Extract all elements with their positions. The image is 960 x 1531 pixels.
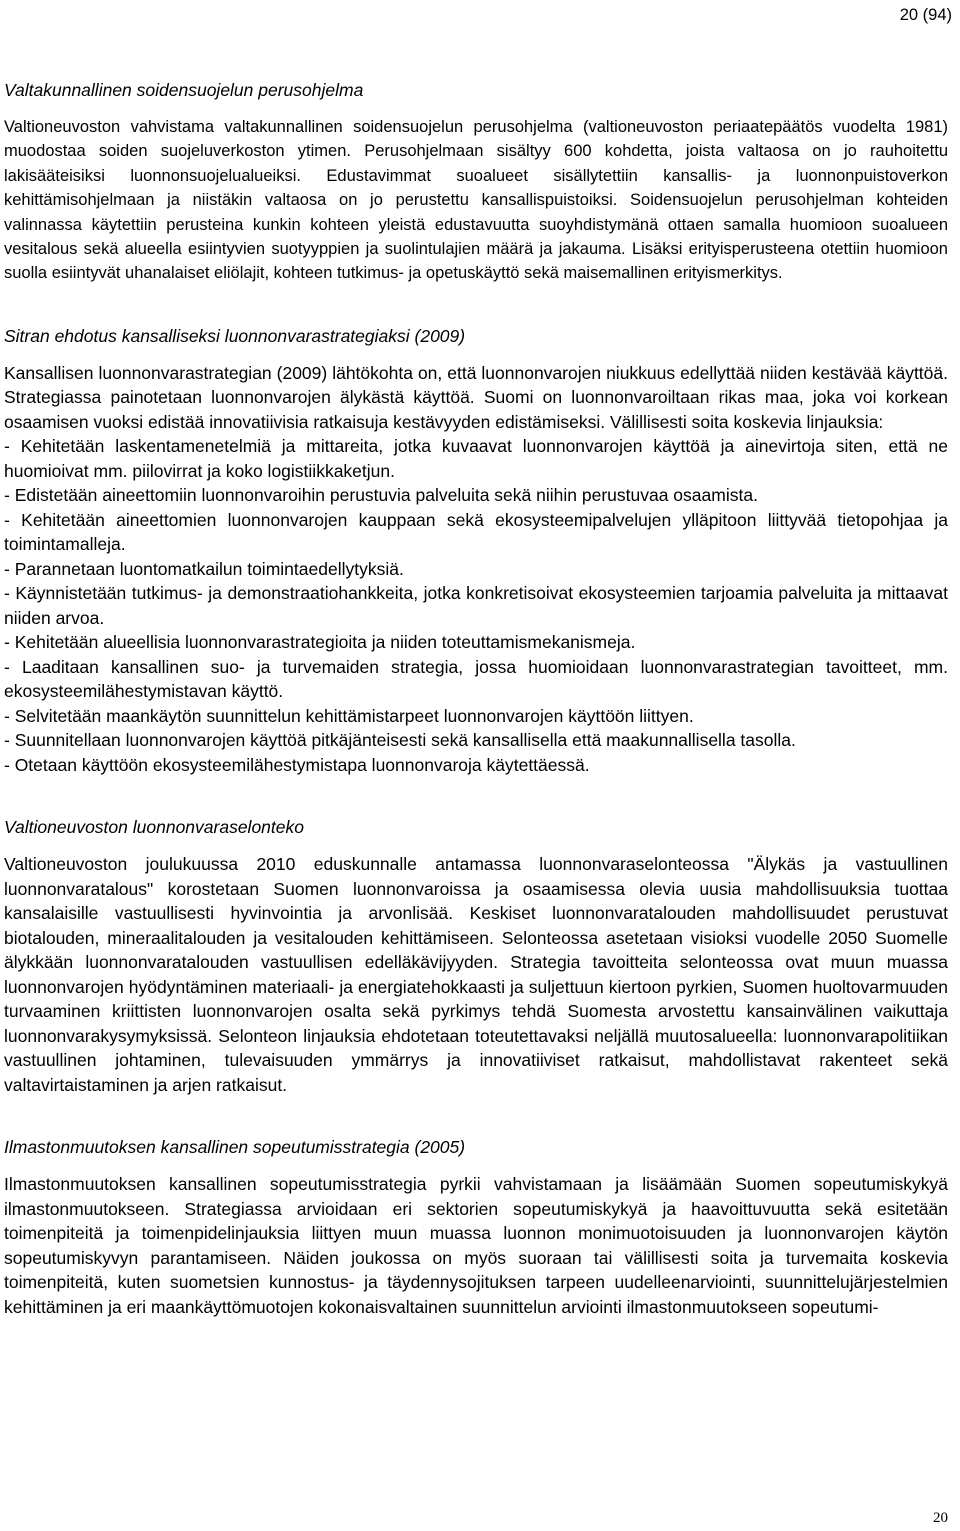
- list-item: - Kehitetään alueellisia luonnonvarastrategioita ja niiden toteuttamismekanismeja.: [4, 632, 636, 653]
- page-number-header: 20 (94): [899, 6, 952, 24]
- intro-text: Kansallisen luonnonvarastrategian (2009) lähtökohta on, että luonnonvarojen niukkuus edellyttää niiden kestävää käyttöä. Strategiassa painotetaan luonnonvarojen älykästä käyttöä. Suomi on luonnonvaroiltaan rikas maa, joka voi korkean osaamisen vuoksi edistää innovatiivisia ratkaisuja kestävyyden edistämiseksi. Välillisesti soita koskevia linjauksia:: [4, 362, 948, 432]
- list-item: - Suunnitellaan luonnonvarojen käyttöä pitkäjänteisesti sekä kansallisella että maakunnallisella tasolla.: [4, 730, 796, 751]
- section-soidensuojelu: [4, 78, 948, 286]
- list-item: - Selvitetään maankäytön suunnittelun kehittämistarpeet luonnonvarojen käyttöön liittyen.: [4, 705, 694, 726]
- section-paragraph: [4, 361, 948, 778]
- section-paragraph: Valtioneuvoston joulukuussa 2010 eduskunnalle antamassa luonnonvaraselonteossa "Älykäs ja vastuullinen luonnonvaratalous" korostetaan Suomen luonnonvaroissa ja osaamisessa olevia uusia mahdollisuuksia tuottaa kansalaisille vastuullisesti hyvinvointia ja arvonlisää. Keskiset luonnonvaratalouden mahdollisuudet perustuvat biotalouden, mineraalitalouden ja vesitalouden kehittämiseen. Selonteossa asetetaan visioksi vuodelle 2050 Suomelle älykkään luonnonvaratalouden vastuullisen edelläkävijyyden. Strategia tavoitteita selonteossa ovat muun muassa luonnonvarojen hyödyntäminen materiaali- ja energiatehokkaasti ja suljettuun kiertoon pyrkien, Suomen huoltovarmuuden turvaaminen kriittisten luonnonvarojen osalta sekä pyrkimys tehdä Suomesta arvostettu kansainvälinen vaikuttaja luonnonvarakysymyksissä. Selonteon linjauksia ehdotetaan toteutettavaksi neljällä muutosalueella: luonnonvarapolitiikan vastuullinen johtaminen, tulevaisuuden ymmärrys ja innovatiiviset ratkaisut, mahdollistavat rakenteet sekä valtavirtaistaminen ja arjen ratkaisut.: [4, 854, 948, 1095]
- page-number-footer: 20: [933, 1510, 948, 1526]
- section-sitra-strategia: [4, 324, 948, 778]
- section-paragraph: Ilmastonmuutoksen kansallinen sopeutumisstrategia pyrkii vahvistamaan ja lisäämään Suomen sopeutumiskykyä ilmastonmuutokseen. Strategiassa arvioidaan eri sektorien sopeutumiskykyä ja haavoittuvuutta sekä esitetään toimenpiteitä ja toimenpidelinjauksia liittyen muun muassa luonnon monimuotoisuuden ja luonnonvarojen käytön sopeutumiskyvyn parantamiseen. Näiden joukossa on myös suoraan tai välillisesti soita ja turvemaita koskevia toimenpiteitä, kuten suometsien kunnostus- ja täydennysojituksen tarpeen uudelleenarviointi, suunnittelujärjestelmien kehittäminen ja eri maankäyttömuotojen kokonaisvaltainen suunnittelun arviointi ilmastonmuutokseen sopeutumi-: [4, 1174, 948, 1317]
- section-heading: Sitran ehdotus kansalliseksi luonnonvarastrategiaksi (2009): [4, 325, 466, 346]
- list-item: - Käynnistetään tutkimus- ja demonstraatiohankkeita, jotka konkretisoivat ekosysteemien tarjoamia palveluita ja mittaavat niiden arvoa.: [4, 583, 948, 628]
- section-luonnonvaraselonteko: [4, 815, 948, 1097]
- section-paragraph: Valtioneuvoston vahvistama valtakunnallinen soidensuojelun perusohjelma (valtioneuvoston periaatepäätös vuodelta 1981) muodostaa soiden suojeluverkoston ytimen. Perusohjelmaan sisältyy 600 kohdetta, joista valtaosa on jo rauhoitettu lakisääteisiksi luonnonsuojelualueiksi. Edustavimmat suoalueet sisällytettiin kansallis- ja luonnonpuistoverkon kehittämisohjelmaan ja niistäkin valtaosa on jo perustettu kansallispuistoiksi. Soidensuojelun perusohjelman kohteiden valinnassa käytettiin perusteina kunkin kohteen yleistä edustavuutta suoyhdistymänä ottaen samalla huomioon suoalueen vesitalous sekä alueella esiintyvien suotyyppien ja suolintulajien määrä ja jakauma. Lisäksi erityisperusteena otettiin huomioon suolla esiintyvät uhanalaiset eliölajit, kohteen tutkimus- ja opetuskäyttö sekä maisemallinen erityismerkitys.: [4, 118, 948, 283]
- list-item: - Kehitetään laskentamenetelmiä ja mittareita, jotka kuvaavat luonnonvarojen käyttöä ja ainevirtoja siten, että ne huomioivat mm. piilovirrat ja koko logistiikkaketjun.: [4, 436, 948, 481]
- list-item: - Kehitetään aineettomien luonnonvarojen kauppaan sekä ekosysteemipalvelujen ylläpitoon liittyvää tietopohjaa ja toimintamalleja.: [4, 509, 948, 555]
- section-heading: Ilmastonmuutoksen kansallinen sopeutumisstrategia (2005): [4, 1137, 466, 1158]
- list-item: - Otetaan käyttöön ekosysteemilähestymistapa luonnonvaroja käytettäessä.: [4, 754, 590, 775]
- section-sopeutumisstrategia: [4, 1135, 948, 1319]
- list-item: - Parannetaan luontomatkailun toimintaedellytyksiä.: [4, 558, 404, 579]
- list-item: - Edistetään aineettomiin luonnonvaroihin perustuvia palveluita sekä niihin perustuvaa osaamista.: [4, 485, 758, 506]
- section-heading: Valtioneuvoston luonnonvaraselonteko: [4, 817, 304, 838]
- document-body: [4, 78, 948, 1357]
- list-item: - Laaditaan kansallinen suo- ja turvemaiden strategia, jossa huomioidaan luonnonvarastrategian tavoitteet, mm. ekosysteemilähestymistavan käyttö.: [4, 656, 948, 702]
- section-heading: Valtakunnallinen soidensuojelun perusohjelma: [4, 80, 364, 100]
